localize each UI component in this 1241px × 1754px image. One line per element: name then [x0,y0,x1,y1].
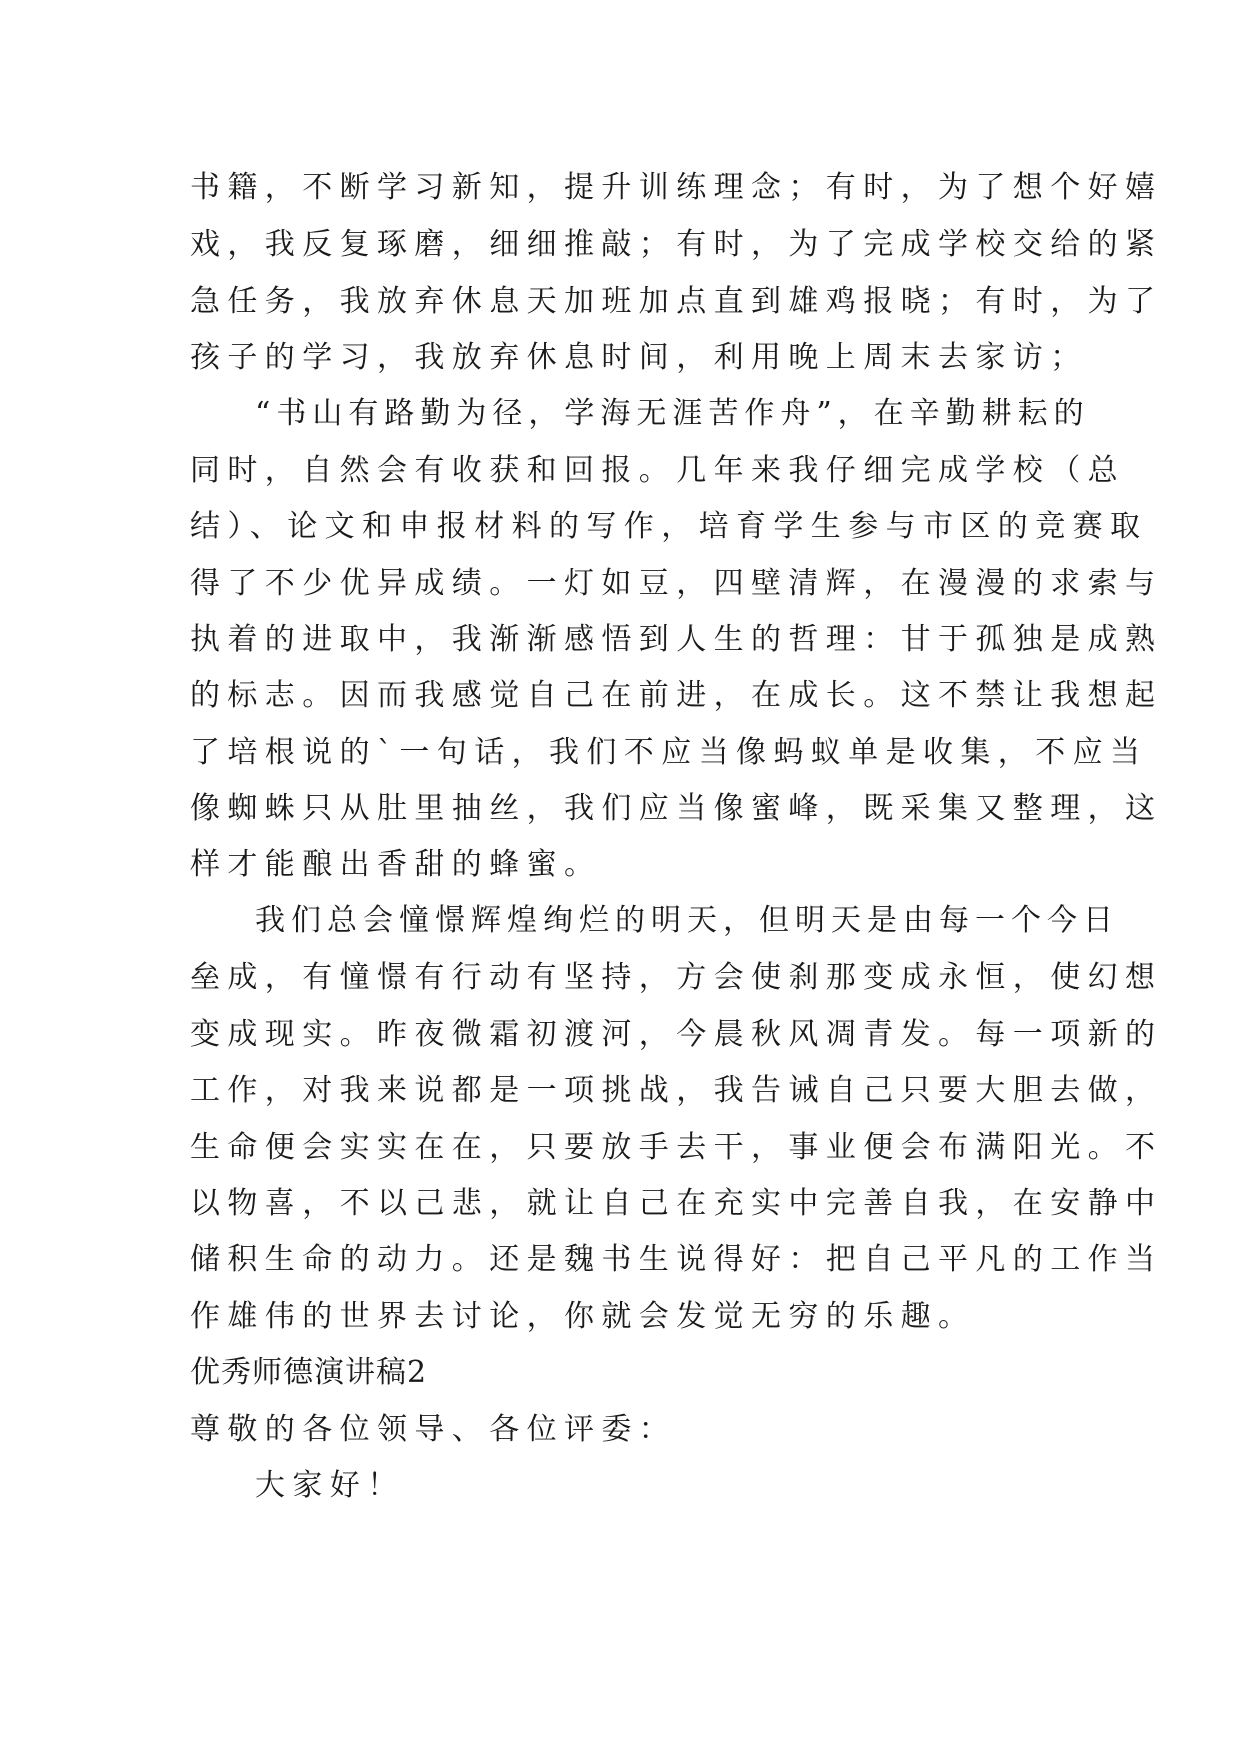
text-line: 样才能酿出香甜的蜂蜜。 [190,847,602,882]
text-line: 作雄伟的世界去讨论，你就会发觉无穷的乐趣。 [190,1299,976,1334]
text-line: 垒成，有憧憬有行动有坚持，方会使刹那变成永恒，使幻想 [190,960,1163,995]
section-heading: 优秀师德演讲稿2 [190,1355,428,1390]
text-line: 生命便会实实在在，只要放手去干，事业便会布满阳光。不 [190,1130,1163,1165]
text-line: 了培根说的`一句话，我们不应当像蚂蚁单是收集，不应当 [190,735,1148,770]
text-line: 变成现实。昨夜微霜初渡河，今晨秋风凋青发。每一项新的 [190,1017,1163,1052]
salutation: 尊敬的各位领导、各位评委： [190,1412,677,1447]
text-line: “书山有路勤为径，学海无涯苦作舟”，在辛勤耕耘的 [255,396,1090,431]
text-line: 的标志。因而我感觉自己在前进，在成长。这不禁让我想起 [190,678,1163,713]
text-line: 结）、论文和申报材料的写作，培育学生参与市区的竞赛取 [190,509,1148,544]
text-line: 同时，自然会有收获和回报。几年来我仔细完成学校（总 [190,453,1125,488]
text-line: 书籍，不断学习新知，提升训练理念；有时，为了想个好嬉 [190,170,1163,205]
greeting: 大家好！ [255,1468,405,1503]
text-line: 工作，对我来说都是一项挑战，我告诫自己只要大胆去做， [190,1073,1163,1108]
text-line: 储积生命的动力。还是魏书生说得好：把自己平凡的工作当 [190,1242,1163,1277]
text-line: 我们总会憧憬辉煌绚烂的明天，但明天是由每一个今日 [255,903,1119,938]
text-line: 执着的进取中，我渐渐感悟到人生的哲理：甘于孤独是成熟 [190,622,1163,657]
text-line: 孩子的学习，我放弃休息时间，利用晚上周末去家访； [190,340,1088,375]
text-line: 像蜘蛛只从肚里抽丝，我们应当像蜜峰，既采集又整理，这 [190,791,1163,826]
text-line: 得了不少优异成绩。一灯如豆，四壁清辉，在漫漫的求索与 [190,566,1163,601]
text-line: 急任务，我放弃休息天加班加点直到雄鸡报晓；有时，为了 [190,284,1163,319]
text-line: 戏，我反复琢磨，细细推敲；有时，为了完成学校交给的紧 [190,227,1163,262]
text-line: 以物喜，不以己悲，就让自己在充实中完善自我，在安静中 [190,1186,1163,1221]
